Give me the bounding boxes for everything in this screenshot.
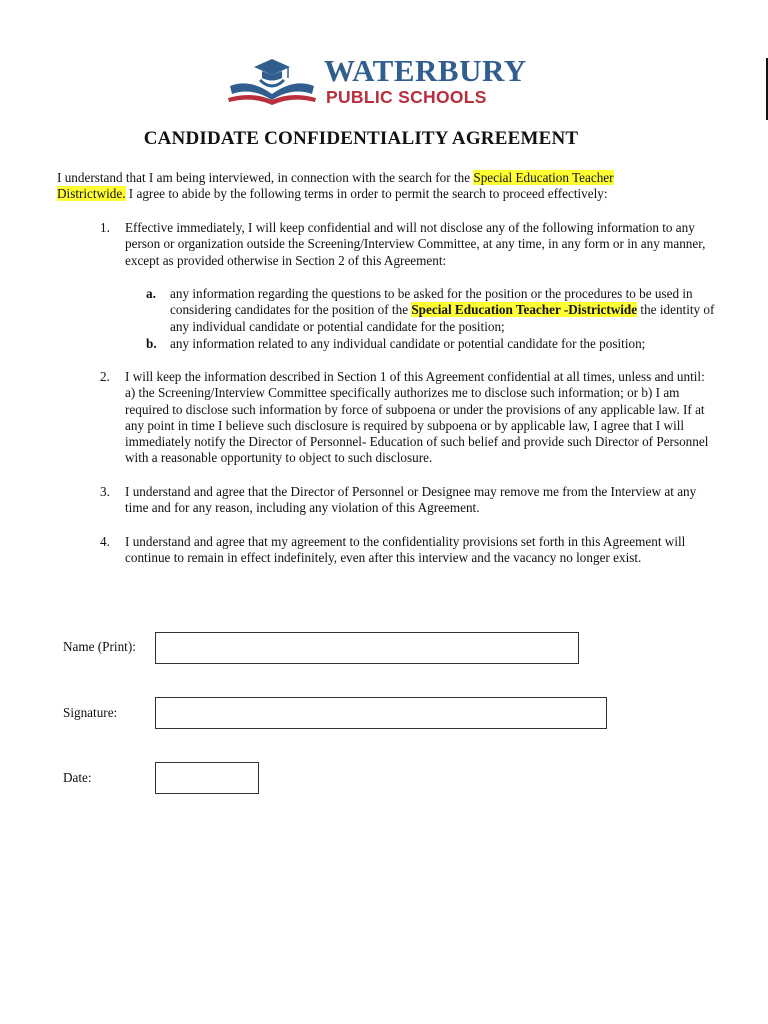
name-print-field[interactable] — [155, 632, 579, 664]
logo-wordmark: WATERBURY — [324, 53, 527, 88]
item-number: 4. — [100, 534, 110, 549]
item-text: I will keep the information described in Section 1 of this Agreement confidential at all times, unless and until: a) the Screening/Interview Committee specifically authorizes me to disclose such information; or b) I am required to disclose such information by force of subpoena or under the provisions of any applicable law. If at any point in time I believe such disclosure is required by subpoena or by applicable law, I agree that I will immediately notify the Director of Personnel- Education of such belief and provide such Director of Personnel with a reasonable opportunity to object to such disclosure. — [125, 369, 709, 466]
subitem-label: a. — [146, 286, 156, 301]
logo-subtitle: PUBLIC SCHOOLS — [326, 87, 487, 107]
intro-text-1: I understand that I am being interviewed, in connection with the search for the — [57, 170, 474, 185]
item-number: 1. — [100, 220, 110, 235]
subitem-a-text-2: the identity of any individual candidate or potential candidate for the position; — [170, 302, 715, 334]
intro-text-2: I agree to abide by the following terms in order to permit the search to proceed effectively: — [125, 186, 608, 202]
position-highlight-2: Districtwide. — [57, 186, 126, 202]
subitem-text: any information related to any individual candidate or potential candidate for the position; — [170, 336, 646, 351]
signature-label: Signature: — [63, 705, 118, 720]
date-field[interactable] — [155, 762, 259, 794]
item-text: I understand and agree that my agreement to the confidentiality provisions set forth in this Agreement will continue to remain in effect indefinitely, even after this interview and the vacancy no longer exist. — [125, 534, 686, 566]
position-highlight-3: Special Education Teacher -Districtwide — [411, 302, 638, 318]
position-highlight-1: Special Education Teacher — [473, 170, 614, 185]
intro-paragraph — [57, 170, 657, 203]
item-number: 2. — [100, 369, 110, 384]
document-title: CANDIDATE CONFIDENTIALITY AGREEMENT — [143, 128, 579, 149]
subitem-text — [170, 286, 718, 335]
subitem-label: b. — [146, 336, 157, 351]
date-label: Date: — [63, 770, 92, 785]
district-logo — [222, 54, 550, 114]
signature-field[interactable] — [155, 697, 607, 729]
name-label: Name (Print): — [63, 639, 136, 654]
item-text: I understand and agree that the Director of Personnel or Designee may remove me from the Interview at any time and for any reason, including any violation of this Agreement. — [125, 484, 697, 516]
subitem-a-text-1: any information regarding the questions to be asked for the position or the procedures to be used in considering candidates for the position of the — [170, 286, 693, 318]
graduation-book-icon — [222, 54, 322, 114]
item-number: 3. — [100, 484, 110, 499]
item-text: Effective immediately, I will keep confidential and will not disclose any of the following information to any person or organization outside the Screening/Interview Committee, at any time, in any form or in any manner, except as provided otherwise in Section 2 of this Agreement: — [125, 220, 706, 268]
